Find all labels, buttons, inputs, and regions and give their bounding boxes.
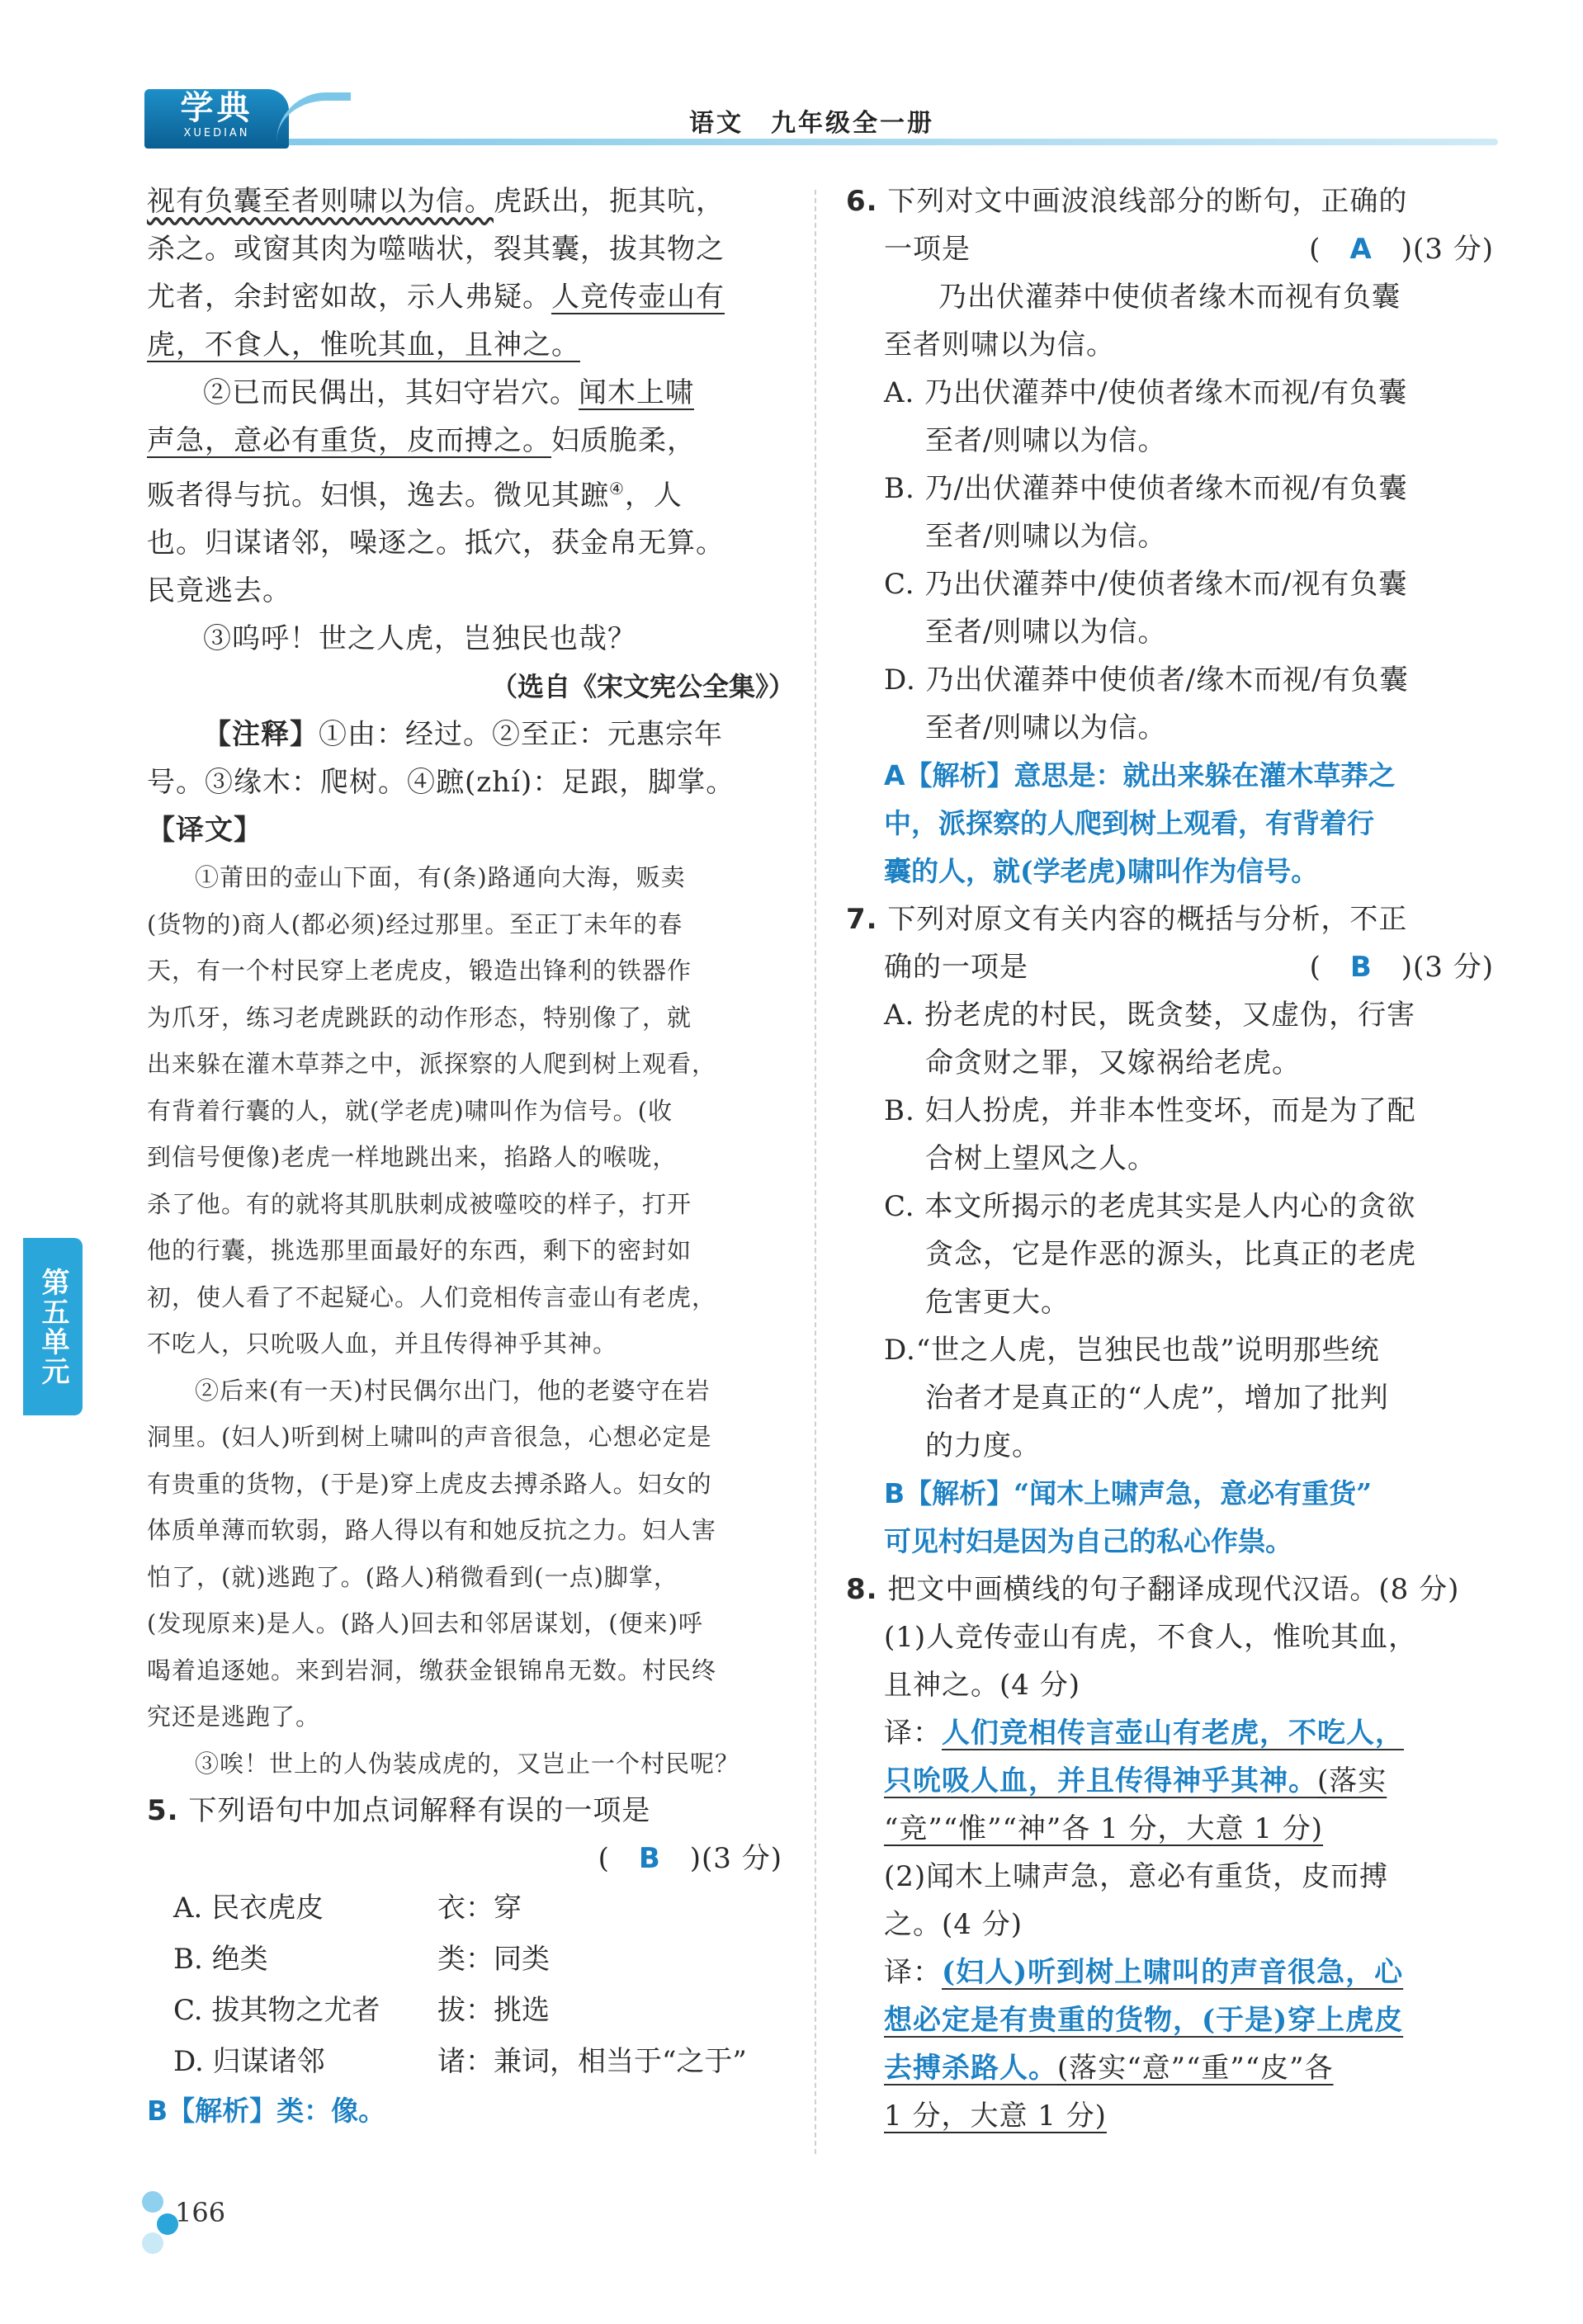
analysis-text: 中，派探察的人爬到树上观看，有背着行 bbox=[884, 807, 1374, 839]
analysis-tag: A【解析】 bbox=[884, 759, 1014, 791]
translation-line: 天，有一个村民穿上老虎皮，锻造出锋利的铁器作 bbox=[147, 957, 692, 985]
option-line: 至者/则啸以为信。 bbox=[925, 616, 1167, 649]
translation-line: 出来躲在灌木草莽之中，派探察的人爬到树上观看， bbox=[147, 1050, 717, 1079]
translation-line: (货物的)商人(都必须)经过那里。至正丁未年的春 bbox=[147, 909, 683, 938]
translation-line: 到信号便像)老虎一样地跳出来，掐路人的喉咙， bbox=[147, 1143, 678, 1172]
analysis-text: 囊的人，就(学老虎)啸叫作为信号。 bbox=[884, 855, 1319, 887]
q8-translation-2: 1 分，大意 1 分) bbox=[884, 2100, 1107, 2133]
page-number: 166 bbox=[175, 2197, 226, 2228]
analysis-text: 意思是：就出来躲在灌木草莽之 bbox=[1014, 759, 1396, 791]
translation-line: 怕了，(就)逃跑了。(路人)稍微看到(一点)脚掌， bbox=[147, 1562, 678, 1591]
decor-dot bbox=[142, 2191, 163, 2213]
book-title: 语文 九年级全一册 bbox=[689, 109, 934, 138]
unit-tab: 第五单元 bbox=[23, 1238, 83, 1415]
translation-line: 初，使人看了不起疑心。人们竞相传言壶山有老虎， bbox=[147, 1282, 717, 1311]
notes-line: 号。③缘木：爬树。④蹠(zhí)：足跟，脚掌。 bbox=[147, 766, 735, 800]
q8-sentence-2: 之。(4 分) bbox=[884, 1908, 1023, 1941]
translation-line: 体质单薄而软弱，路人得以有和她反抗之力。妇人害 bbox=[147, 1516, 717, 1545]
translation-line: 究还是逃跑了。 bbox=[147, 1703, 321, 1731]
text-line: 民竟逃去。 bbox=[147, 574, 291, 608]
brand-logo bbox=[144, 89, 289, 149]
question-7-stem: 7. 下列对原文有关内容的概括与分析，不正 bbox=[846, 903, 1408, 936]
q8-translation-1: 译：人们竞相传言壶山有老虎，不吃人， bbox=[884, 1717, 1404, 1750]
option-line: A. 乃出伏灌莽中/使侦者缘木而视/有负囊 bbox=[884, 376, 1408, 409]
translation-line: 杀了他。有的就将其肌肤刺成被噬咬的样子，打开 bbox=[147, 1189, 692, 1218]
question-6-quote: 乃出伏灌莽中使侦者缘木而视有负囊 bbox=[938, 281, 1401, 314]
text-line: 尤者，余封密如故，示人弗疑。人竞传壶山有 bbox=[147, 281, 725, 314]
translation-block bbox=[147, 854, 795, 1787]
translation-label: 【译文】 bbox=[147, 814, 262, 848]
option-line: A. 扮老虎的村民，既贪婪，又虚伪，行害 bbox=[884, 999, 1416, 1032]
question-6-quote: 至者则啸以为信。 bbox=[884, 328, 1115, 361]
option-gloss: 拔：挑选 bbox=[437, 1994, 550, 2028]
option-gloss: 诸：兼词，相当于“之于” bbox=[437, 2045, 747, 2079]
decor-dot bbox=[142, 2232, 163, 2254]
q8-translation-1: “竞”“惟”“神”各 1 分，大意 1 分) bbox=[884, 1812, 1324, 1845]
translation-line: ①莆田的壶山下面，有(条)路通向大海，贩卖 bbox=[195, 863, 686, 892]
q8-sentence-2: (2)闻木上啸声急，意必有重货，皮而搏 bbox=[884, 1860, 1389, 1893]
question-5-analysis: B【解析】类：像。 bbox=[147, 2095, 386, 2128]
right-column bbox=[846, 177, 1498, 2140]
analysis-line bbox=[846, 848, 1498, 895]
logo-sub-text: XUEDIAN bbox=[183, 127, 250, 139]
analysis-line bbox=[846, 752, 1498, 800]
option-text: D. 归谋诸邻 bbox=[173, 2045, 325, 2079]
option-gloss: 类：同类 bbox=[437, 1943, 550, 1977]
analysis-line bbox=[846, 1518, 1498, 1566]
question-7-answer: 确的一项是 ( B )(3 分) bbox=[884, 951, 1494, 984]
translation-line: 有背着行囊的人，就(学老虎)啸叫作为信号。(收 bbox=[147, 1096, 673, 1125]
option-line: 至者/则啸以为信。 bbox=[925, 711, 1167, 744]
column-divider bbox=[815, 190, 816, 2154]
translation-line: ②后来(有一天)村民偶尔出门，他的老婆守在岩 bbox=[195, 1376, 711, 1405]
option-line: 合树上望风之人。 bbox=[925, 1142, 1156, 1175]
option-line: D.“世之人虎，岂独民也哉”说明那些统 bbox=[884, 1334, 1380, 1367]
logo-main-text: 学典 bbox=[180, 89, 253, 127]
text-line: 贩者得与抗。妇惧，逸去。微见其蹠④，人 bbox=[147, 479, 683, 513]
notes: 【注释】①由：经过。②至正：元惠宗年 bbox=[203, 718, 723, 752]
option-line: 命贪财之罪，又嫁祸给老虎。 bbox=[925, 1046, 1301, 1079]
source-citation: （选自《宋文宪公全集》） bbox=[490, 671, 795, 703]
translation-line: 不吃人，只吮吸人血，并且传得神乎其神。 bbox=[147, 1330, 618, 1358]
translation-line: 洞里。(妇人)听到树上啸叫的声音很急，心想必定是 bbox=[147, 1423, 712, 1452]
translation-line: ③唉！世上的人伪装成虎的，又岂止一个村民呢？ bbox=[195, 1749, 740, 1778]
q8-translation-1: 只吮吸人血，并且传得神乎其神。(落实 bbox=[884, 1764, 1387, 1797]
option-row bbox=[147, 1882, 795, 1934]
option-text: A. 民衣虎皮 bbox=[173, 1892, 324, 1925]
option-row bbox=[147, 1934, 795, 1985]
question-5-options bbox=[147, 1882, 795, 2087]
option-line: C. 乃出伏灌莽中/使侦者缘木而/视有负囊 bbox=[884, 568, 1408, 601]
analysis-line bbox=[846, 800, 1498, 848]
option-text: C. 拔其物之尤者 bbox=[173, 1994, 380, 2028]
option-text: B. 绝类 bbox=[173, 1943, 268, 1977]
q8-translation-2: 想必定是有贵重的货物，(于是)穿上虎皮 bbox=[884, 2004, 1404, 2037]
analysis-line bbox=[846, 1470, 1498, 1518]
question-6-options bbox=[846, 369, 1498, 752]
q8-sentence-1: 且神之。(4 分) bbox=[884, 1669, 1080, 1702]
option-row bbox=[147, 1985, 795, 2036]
option-row bbox=[147, 2036, 795, 2087]
question-5-stem: 5. 下列语句中加点词解释有误的一项是 bbox=[147, 1794, 651, 1828]
option-line: 危害更大。 bbox=[925, 1286, 1070, 1319]
text-line: 声急，意必有重货，皮而搏之。妇质脆柔， bbox=[147, 424, 696, 457]
text-line: 视有负囊至者则啸以为信。虎跃出，扼其吭， bbox=[147, 185, 725, 218]
option-line: 贪念，它是作恶的源头，比真正的老虎 bbox=[925, 1238, 1416, 1271]
option-line: D. 乃出伏灌莽中使侦者/缘木而视/有负囊 bbox=[884, 664, 1409, 697]
option-line: 治者才是真正的“人虎”，增加了批判 bbox=[925, 1382, 1389, 1415]
question-7-options bbox=[846, 991, 1498, 1470]
option-line: B. 乃/出伏灌莽中使侦者缘木而视/有负囊 bbox=[884, 472, 1408, 505]
analysis-tag: B【解析】 bbox=[884, 1477, 1014, 1509]
option-line: 的力度。 bbox=[925, 1429, 1041, 1462]
left-column bbox=[147, 177, 795, 2135]
text-line: ③呜呼！世之人虎，岂独民也哉？ bbox=[203, 622, 636, 656]
q8-translation-2: 去搏杀路人。(落实“意”“重”“皮”各 bbox=[884, 2052, 1334, 2085]
translation-line: 有贵重的货物，(于是)穿上虎皮去搏杀路人。妇女的 bbox=[147, 1469, 712, 1498]
question-6-answer: 一项是 ( A )(3 分) bbox=[884, 233, 1494, 266]
analysis-text: “闻木上啸声急，意必有重货” bbox=[1014, 1477, 1373, 1509]
text-line: 杀之。或窗其肉为噬啮状，裂其囊，拔其物之 bbox=[147, 233, 725, 266]
q8-sentence-1: (1)人竞传壶山有虎，不食人，惟吮其血， bbox=[884, 1621, 1418, 1654]
text-line: 虎，不食人，惟吮其血，且神之。 bbox=[147, 328, 580, 361]
text-line: ②已而民偶出，其妇守岩穴。闻木上啸 bbox=[203, 376, 694, 409]
question-7-analysis bbox=[846, 1470, 1498, 1566]
translation-line: (发现原来)是人。(路人)回去和邻居谋划，(便来)呼 bbox=[147, 1609, 703, 1638]
translation-line: 为爪牙，练习老虎跳跃的动作形态，特别像了，就 bbox=[147, 1003, 692, 1032]
option-gloss: 衣：穿 bbox=[437, 1892, 522, 1925]
text-line: 也。归谋诸邻，噪逐之。抵穴，获金帛无算。 bbox=[147, 527, 725, 560]
question-8-stem: 8. 把文中画横线的句子翻译成现代汉语。(8 分) bbox=[846, 1573, 1460, 1606]
translation-line: 喝着追逐她。来到岩洞，缴获金银锦帛无数。村民终 bbox=[147, 1656, 717, 1684]
q8-translation-2: 译：(妇人)听到树上啸叫的声音很急，心 bbox=[884, 1956, 1404, 1989]
page-header bbox=[0, 0, 1583, 165]
question-6-analysis bbox=[846, 752, 1498, 895]
option-line: B. 妇人扮虎，并非本性变坏，而是为了配 bbox=[884, 1094, 1416, 1127]
question-6-stem: 6. 下列对文中画波浪线部分的断句，正确的 bbox=[846, 185, 1408, 218]
option-line: 至者/则啸以为信。 bbox=[925, 520, 1167, 553]
question-5-answer: ( B )(3 分) bbox=[598, 1842, 782, 1876]
option-line: C. 本文所揭示的老虎其实是人内心的贪欲 bbox=[884, 1190, 1416, 1223]
translation-line: 他的行囊，挑选那里面最好的东西，剩下的密封如 bbox=[147, 1236, 692, 1265]
analysis-text: 可见村妇是因为自己的私心作祟。 bbox=[884, 1525, 1292, 1557]
option-line: 至者/则啸以为信。 bbox=[925, 424, 1167, 457]
